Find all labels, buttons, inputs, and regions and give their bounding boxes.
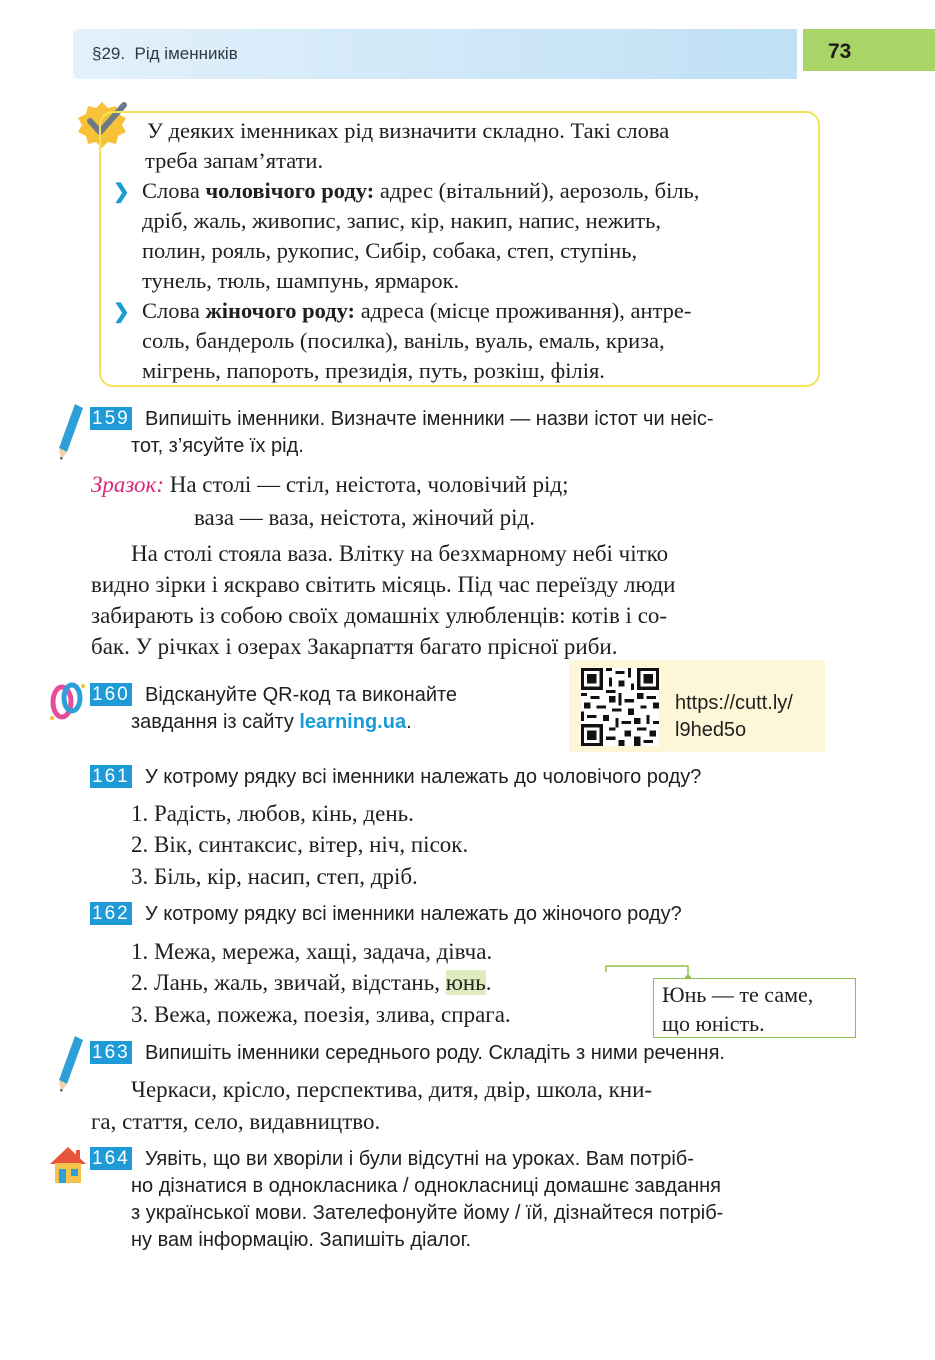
page-number: 73: [828, 40, 852, 63]
page-number-badge: [803, 29, 935, 71]
chevron-right-icon: ❯: [113, 181, 130, 203]
task-164-instruction: Уявіть, що ви хворіли і були відсутні на уроках. Вам потріб-: [145, 1148, 694, 1170]
task-number-162: 162: [92, 903, 130, 924]
task-161-option: 1. Радість, любов, кінь, день.: [131, 801, 414, 826]
section-number: §29.: [92, 44, 126, 63]
task-number-163: 163: [92, 1042, 130, 1063]
task-159-text: На столі стояла ваза. Влітку на безхмарному небі чітко: [131, 541, 669, 566]
task-number-160: 160: [92, 684, 130, 705]
rule-masculine-line: дріб, жаль, живопис, запис, кір, накип, напис, нежить,: [142, 208, 661, 233]
rule-bold-term: жіночого роду:: [205, 298, 356, 323]
highlighted-word: юнь: [445, 970, 486, 995]
task-159-text: бак. У річках і озерах Закарпаття багато прісної риби.: [91, 634, 618, 659]
task-161-option: 2. Вік, синтаксис, вітер, ніч, пісок.: [131, 832, 469, 857]
task-160-text: завдання із сайту: [131, 711, 300, 733]
task-number-164: 164: [92, 1148, 130, 1169]
rule-text: адрес (вітальний), аерозоль, біль,: [374, 178, 700, 203]
rule-bold-term: чоловічого роду:: [205, 178, 375, 203]
task-162-option-text: .: [485, 970, 492, 995]
task-162-instruction: У котрому рядку всі іменники належать до жіночого роду?: [145, 903, 682, 925]
footnote-line: Юнь — те саме,: [662, 982, 814, 1007]
task-163-text: га, стаття, село, видавництво.: [91, 1109, 381, 1134]
task-160-instruction: [131, 709, 412, 736]
link-chain-icon: [48, 678, 88, 722]
task-159-instruction: тот, з’ясуйте їх рід.: [131, 435, 304, 457]
section-title: Рід іменників: [134, 44, 238, 63]
pencil-icon: [55, 402, 85, 462]
rule-intro-line: У деяких іменниках рід визначити складно. Такі слова: [147, 118, 670, 143]
task-162-option: 1. Межа, мережа, хащі, задача, дівча.: [131, 939, 493, 964]
rule-feminine-line: соль, бандероль (посилка), ваніль, вуаль, емаль, криза,: [142, 328, 665, 353]
task-159-instruction: Випишіть іменники. Визначте іменники — назви істот чи неіс-: [145, 408, 714, 430]
learning-link[interactable]: learning.ua: [299, 711, 407, 733]
qr-url[interactable]: [675, 690, 793, 744]
task-162-option: [131, 967, 491, 998]
task-163-instruction: Випишіть іменники середнього роду. Складіть з ними речення.: [145, 1042, 725, 1064]
task-159-text: видно зірки і яскраво світить місяць. Під час переїзду люди: [91, 572, 676, 597]
rule-text: Слова: [142, 178, 206, 203]
task-159-text: забирають із собою своїх домашніх улюбленців: котів і со-: [91, 603, 668, 628]
task-number-161: 161: [92, 766, 130, 787]
sample-line: ваза — ваза, неістота, жіночий рід.: [194, 505, 535, 530]
rule-feminine-line: [142, 296, 691, 326]
task-163-text: Черкаси, крісло, перспектива, дитя, двір, школа, кни-: [131, 1077, 653, 1102]
rule-masculine-line: полин, рояль, рукопис, Сибір, собака, степ, ступінь,: [142, 238, 638, 263]
task-164-instruction: з української мови. Зателефонуйте йому / їй, дізнайтеся потріб-: [131, 1202, 724, 1224]
task-162-option: 3. Вежа, пожежа, поезія, злива, спрага.: [131, 1002, 511, 1027]
pencil-icon: [55, 1034, 85, 1094]
page-title: [92, 44, 238, 64]
task-160-instruction: Відскануйте QR-код та виконайте: [145, 684, 458, 706]
task-number-159: 159: [92, 408, 130, 429]
footnote-line: що юність.: [662, 1011, 765, 1036]
sample-label: Зразок:: [91, 472, 164, 497]
chevron-right-icon: ❯: [113, 301, 130, 323]
task-161-option: 3. Біль, кір, насип, степ, дріб.: [131, 864, 418, 889]
task-162-option-text: 2. Лань, жаль, звичай, відстань,: [131, 970, 446, 995]
house-icon: [46, 1142, 90, 1186]
rule-masculine-line: [142, 176, 699, 206]
task-164-instruction: но дізнатися в однокласника / однокласниці домашнє завдання: [131, 1175, 722, 1197]
qr-url-line: l9hed5o: [675, 719, 747, 741]
task-160-text: .: [406, 711, 412, 733]
qr-code-icon[interactable]: [580, 668, 660, 746]
rule-text: Слова: [142, 298, 206, 323]
rule-masculine-line: тунель, тюль, шампунь, ярмарок.: [142, 268, 460, 293]
rule-text: адреса (місце проживання), антре-: [355, 298, 692, 323]
task-161-instruction: У котрому рядку всі іменники належать до чоловічого роду?: [145, 766, 702, 788]
qr-url-line: https://cutt.ly/: [675, 692, 793, 714]
sample-text: На столі — стіл, неістота, чоловічий рід;: [163, 472, 569, 497]
rule-intro-line: треба запам’ятати.: [145, 148, 324, 173]
footnote-text: [662, 980, 813, 1038]
task-164-instruction: ну вам інформацію. Запишіть діалог.: [131, 1229, 471, 1251]
rule-feminine-line: мігрень, папороть, президія, путь, розкіш, філія.: [142, 358, 605, 383]
sample-line: [91, 469, 568, 500]
